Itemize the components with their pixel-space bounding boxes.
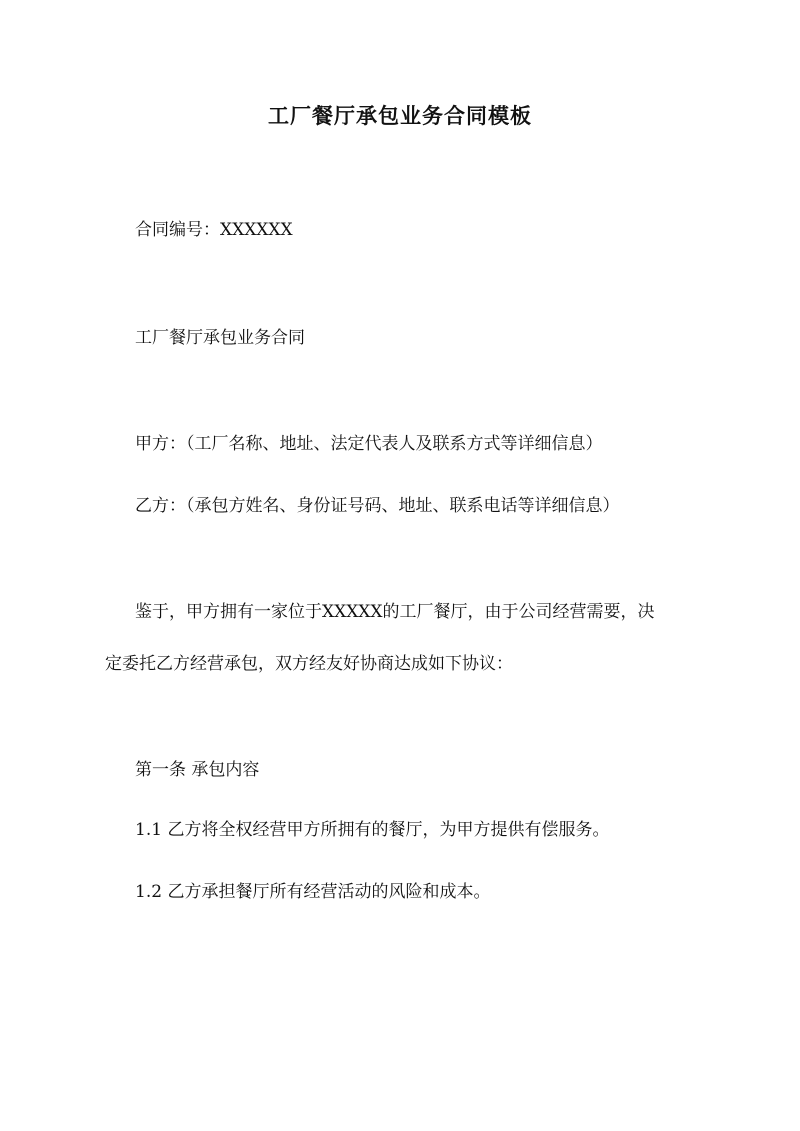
party-a: 甲方：（工厂名称、地址、法定代表人及联系方式等详细信息）	[135, 434, 603, 454]
recital-line-1: 鉴于，甲方拥有一家位于XXXXX的工厂餐厅，由于公司经营需要，决	[135, 602, 655, 622]
article-1-title: 第一条 承包内容	[135, 760, 260, 780]
clause-1-2: 1.2 乙方承担餐厅所有经营活动的风险和成本。	[135, 882, 491, 902]
clause-1-1: 1.1 乙方将全权经营甲方所拥有的餐厅，为甲方提供有偿服务。	[135, 820, 610, 840]
document-title: 工厂餐厅承包业务合同模板	[268, 103, 532, 128]
contract-subtitle: 工厂餐厅承包业务合同	[135, 328, 305, 348]
contract-number: 合同编号：XXXXXX	[135, 220, 293, 240]
party-b: 乙方：（承包方姓名、身份证号码、地址、联系电话等详细信息）	[135, 496, 620, 516]
recital-line-2: 定委托乙方经营承包，双方经友好协商达成如下协议：	[105, 654, 513, 674]
